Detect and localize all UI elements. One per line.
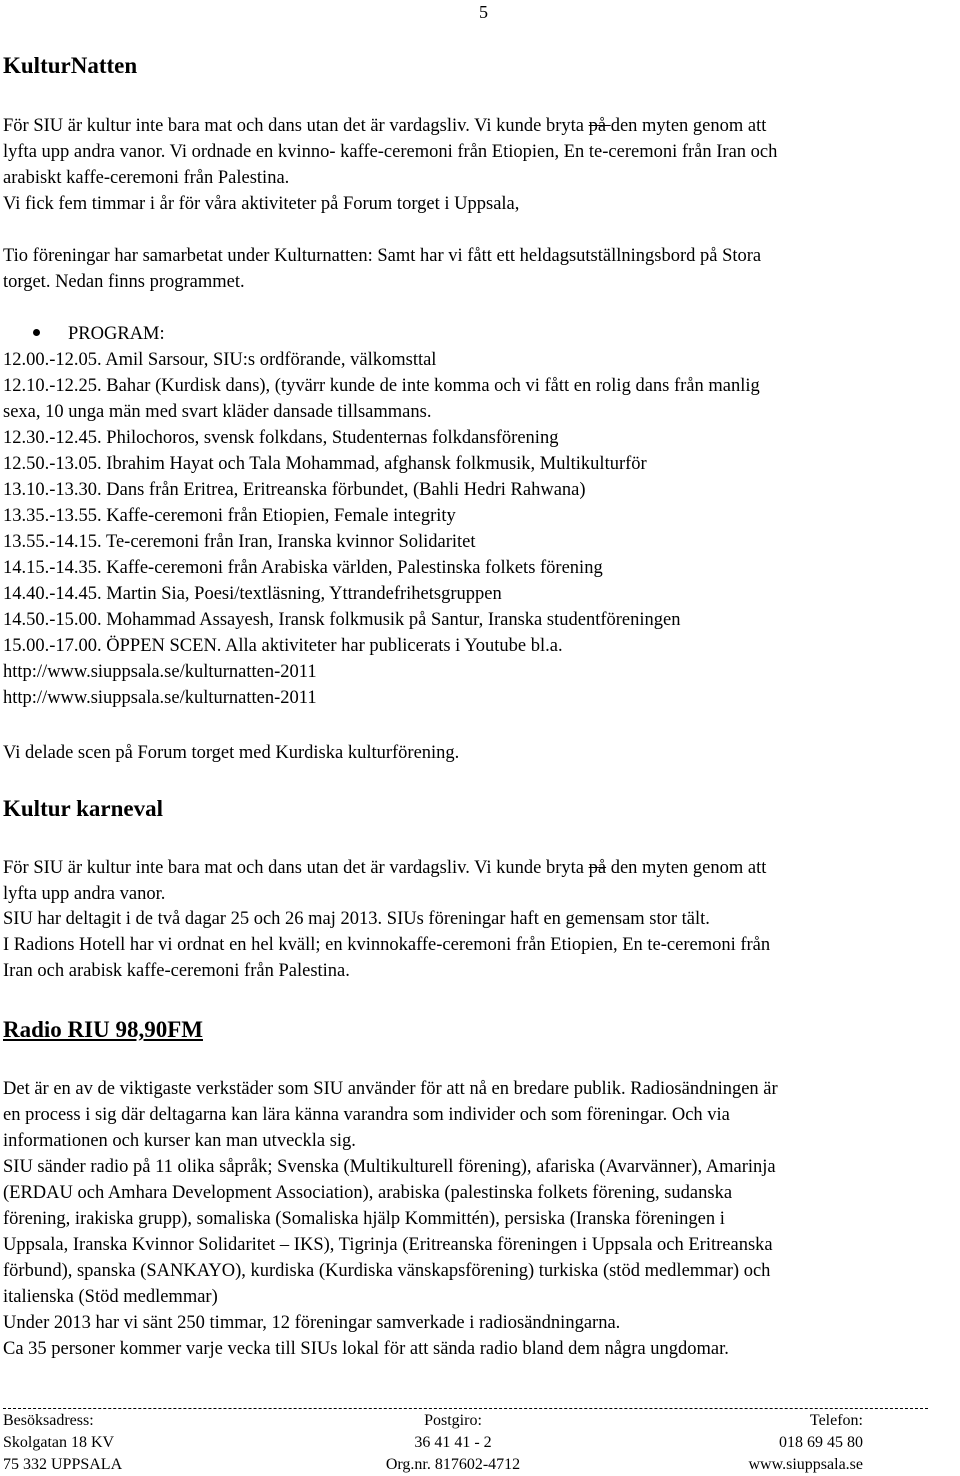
paragraph-line: Under 2013 har vi sänt 250 timmar, 12 föreningar samverkade i radiosändningarna.: [3, 1313, 621, 1333]
paragraph-line: [3, 113, 953, 139]
program-line: 12.50.-13.05. Ibrahim Hayat och Tala Mohammad, afghansk folkmusik, Multikulturför: [3, 454, 647, 474]
paragraph-line: Uppsala, Iranska Kvinnor Solidaritet – IKS), Tigrinja (Eritreanska föreningen i Uppsala och Eritreanska: [3, 1235, 773, 1255]
paragraph-line: förening, irakiska grupp), somaliska (Somaliska hjälp Kommittén), persiska (Iranska föreningen i: [3, 1209, 725, 1229]
footer-street: Skolgatan 18 KV: [3, 1434, 115, 1451]
section-heading-kulturnatten: KulturNatten: [3, 53, 138, 78]
footer-divider: [3, 1408, 928, 1409]
page-number: 5: [479, 2, 488, 22]
paragraph-line: förbund), spanska (SANKAYO), kurdiska (Kurdiska vänskapsförening) turkiska (stöd medlemmar) och: [3, 1261, 771, 1281]
footer-org-number: Org.nr. 817602-4712: [385, 1456, 521, 1473]
section-heading-kultur-karneval: Kultur karneval: [3, 796, 163, 821]
program-line: 14.40.-14.45. Martin Sia, Poesi/textläsning, Yttrandefrihetsgruppen: [3, 584, 502, 604]
program-line: 13.35.-13.55. Kaffe-ceremoni från Etiopien, Female integrity: [3, 506, 456, 526]
paragraph-line: Vi delade scen på Forum torget med Kurdiska kulturförening.: [3, 743, 460, 763]
footer-city: 75 332 UPPSALA: [3, 1456, 123, 1473]
program-line: 12.10.-12.25. Bahar (Kurdisk dans), (tyvärr kunde de inte komma och vi fått en rolig dans från manlig: [3, 376, 760, 396]
paragraph-line: lyfta upp andra vanor. Vi ordnade en kvinno- kaffe-ceremoni från Etiopien, En te-ceremoni från Iran och: [3, 142, 778, 162]
text-span: För SIU är kultur inte bara mat och dans utan det är vardagsliv. Vi kunde bryta: [3, 116, 589, 136]
bullet-icon: [33, 329, 40, 336]
footer-website-link[interactable]: www.siuppsala.se: [748, 1456, 863, 1473]
text-span: den myten genom att: [610, 116, 767, 136]
footer-postgiro-label: Postgiro:: [424, 1412, 482, 1429]
paragraph-line: lyfta upp andra vanor.: [3, 884, 166, 904]
paragraph-line: Ca 35 personer kommer varje vecka till SIUs lokal för att sända radio bland dem några ungdomar.: [3, 1339, 729, 1359]
paragraph-line: Det är en av de viktigaste verkstäder som SIU använder för att nå en bredare publik. Radiosändningen är: [3, 1079, 778, 1099]
footer-address-label: Besöksadress:: [3, 1412, 94, 1429]
paragraph-line: Vi fick fem timmar i år för våra aktiviteter på Forum torget i Uppsala,: [3, 194, 520, 214]
footer-phone-label: Telefon:: [809, 1412, 863, 1429]
paragraph-line: (ERDAU och Amhara Development Association), arabiska (palestinska folkets förening, sudanska: [3, 1183, 733, 1203]
paragraph-line: [3, 855, 953, 881]
paragraph-line: en process i sig där deltagarna kan lära känna varandra som individer och som föreningar. Och via: [3, 1105, 730, 1125]
url-line: http://www.siuppsala.se/kulturnatten-2011: [3, 688, 317, 708]
footer-contact: [749, 1410, 864, 1476]
footer-postgiro: [383, 1410, 523, 1476]
paragraph-line: Iran och arabisk kaffe-ceremoni från Palestina.: [3, 961, 350, 981]
paragraph-line: I Radions Hotell har vi ordnat en hel kväll; en kvinnokaffe-ceremoni från Etiopien, En te-ceremoni från: [3, 935, 771, 955]
paragraph-line: informationen och kurser kan man utveckla sig.: [3, 1131, 356, 1151]
program-line: 13.55.-14.15. Te-ceremoni från Iran, Iranska kvinnor Solidaritet: [3, 532, 476, 552]
program-bullet-item: [33, 321, 165, 347]
footer: [3, 1410, 863, 1473]
program-line: sexa, 10 unga män med svart kläder dansade tillsammans.: [3, 402, 432, 422]
footer-postgiro-number: 36 41 41 - 2: [414, 1434, 492, 1451]
section-heading-radio: Radio RIU 98,90FM: [3, 1017, 203, 1042]
program-label: PROGRAM:: [68, 324, 165, 344]
program-line: 13.10.-13.30. Dans från Eritrea, Eritreanska förbundet, (Bahli Hedri Rahwana): [3, 480, 586, 500]
paragraph-line: SIU sänder radio på 11 olika såpråk; Svenska (Multikulturell förening), afariska (Avarvänner), Amarinja: [3, 1157, 776, 1177]
paragraph-line: torget. Nedan finns programmet.: [3, 272, 245, 292]
program-line: 12.30.-12.45. Philochoros, svensk folkdans, Studenternas folkdansförening: [3, 428, 559, 448]
paragraph-line: italienska (Stöd medlemmar): [3, 1287, 218, 1307]
program-line: 15.00.-17.00. ÖPPEN SCEN. Alla aktiviteter har publicerats i Youtube bl.a.: [3, 636, 563, 656]
paragraph-line: arabiskt kaffe-ceremoni från Palestina.: [3, 168, 290, 188]
paragraph-line: Tio föreningar har samarbetat under Kulturnatten: Samt har vi fått ett heldagsutställningsbord på Stora: [3, 246, 762, 266]
text-span: den myten genom att: [606, 858, 767, 878]
program-line: 14.50.-15.00. Mohammad Assayesh, Iransk folkmusik på Santur, Iranska studentföreningen: [3, 610, 681, 630]
text-span: För SIU är kultur inte bara mat och dans utan det är vardagsliv. Vi kunde bryta: [3, 858, 589, 878]
footer-address: [3, 1410, 122, 1476]
struck-text: på: [588, 116, 611, 136]
program-line: 14.15.-14.35. Kaffe-ceremoni från Arabiska världen, Palestinska folkets förening: [3, 558, 603, 578]
program-line: 12.00.-12.05. Amil Sarsour, SIU:s ordförande, välkomsttal: [3, 350, 437, 370]
struck-text: på: [588, 858, 607, 878]
paragraph-line: SIU har deltagit i de två dagar 25 och 26 maj 2013. SIUs föreningar haft en gemensam stor tält.: [3, 909, 710, 929]
footer-phone: 018 69 45 80: [779, 1434, 863, 1451]
url-line: http://www.siuppsala.se/kulturnatten-2011: [3, 662, 317, 682]
